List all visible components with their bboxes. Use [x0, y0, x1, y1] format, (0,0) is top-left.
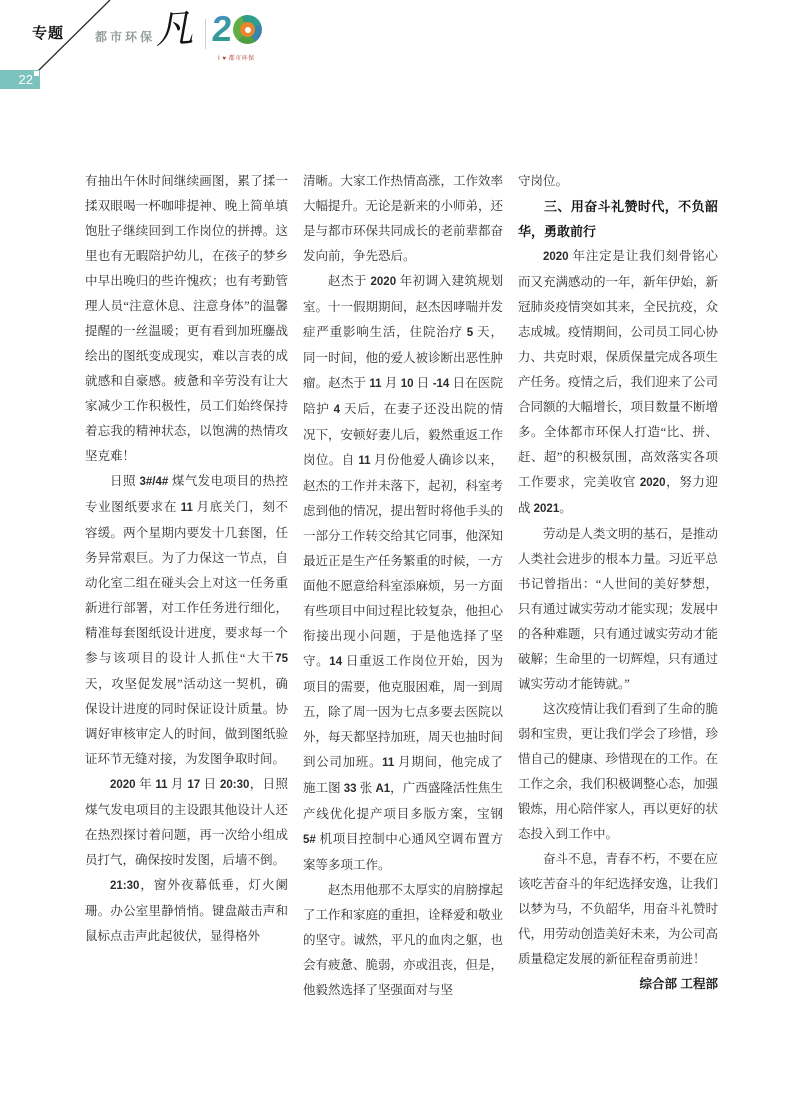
page-number: 22	[18, 72, 33, 87]
article-column-2	[303, 169, 503, 1003]
header-divider	[205, 19, 206, 49]
paragraph: 清晰。大家工作热情高涨，工作效率大幅提升。无论是新来的小师弟，还是与都市环保共同成长的老前辈都奋发向前，争先恐后。	[303, 174, 504, 263]
article-column-3	[518, 169, 718, 997]
paragraph: 21:30，窗外夜幕低垂，灯火阑珊。办公室里静悄悄。键盘敲击声和鼠标点击声此起彼伏，显得格外	[85, 878, 288, 943]
brand-tagline: I ♥ 都市环保	[218, 56, 255, 62]
paragraph: 2020 年 11 月 17 日 20:30，日照煤气发电项目的主设跟其他设计人还在热烈探讨着问题，再一次给小组成员打气，确保按时发图，后墙不倒。	[85, 777, 288, 867]
paragraph: 劳动是人类文明的基石，是推动人类社会进步的根本力量。习近平总书记曾指出：“人世间的美好梦想，只有通过诚实劳动才能实现；发展中的各种难题，只有通过诚实劳动才能破解；生命里的一切辉煌，只有通过诚实劳动才能铸就。”	[518, 527, 719, 691]
logo-digit-2: 2	[210, 8, 234, 49]
paragraph: 赵杰用他那不太厚实的肩膀撑起了工作和家庭的重担，诠释爱和敬业的坚守。诚然，平凡的血肉之躯，也会有疲惫、脆弱，亦或沮丧，但是，他毅然选择了坚强面对与坚	[303, 883, 504, 997]
page-number-tab	[0, 70, 40, 89]
logo-center-dot	[240, 22, 255, 37]
paragraph: 守岗位。	[518, 174, 569, 188]
logo-digit-0-ring	[233, 15, 262, 44]
section-heading: 三、用奋斗礼赞时代，不负韶华，勇敢前行	[518, 199, 718, 239]
page-tab-notch	[34, 71, 39, 76]
paragraph: 这次疫情让我们看到了生命的脆弱和宝贵，更让我们学会了珍惜，珍惜自己的健康、珍惜现在的工作。在工作之余，我们积极调整心态，加强锻炼，用心陪伴家人，再以更好的状态投入到工作中。	[518, 702, 719, 841]
paragraph: 2020 年注定是让我们刻骨铭心而又充满感动的一年，新年伊始，新冠肺炎疫情突如其来，全民抗疫，众志成城。疫情期间，公司员工同心协力、共克时艰，保质保量完成各项生产任务。疫情之后，我们迎来了公司合同额的大幅增长，项目数量不断增多。全体都市环保人打造“比、拼、赶、超”的积极氛围，高效落实各项工作要求，完美收官 2020，努力迎战 2021。	[518, 249, 719, 515]
article-column-1	[85, 169, 288, 949]
paragraph: 有抽出午休时间继续画图，累了揉一揉双眼喝一杯咖啡提神、晚上简单填饱肚子继续回到工作岗位的拼搏。这里也有无暇陪护幼儿，在孩子的梦乡中早出晚归的些许愧疚；也有考勤管理人员“注意休息、注意身体”的温馨提醒的一丝温暖；更有看到加班鏖战绘出的图纸变成现实，难以言表的成就感和自豪感。疲惫和辛劳没有让大家减少工作积极性，员工们始终保持着忘我的精神状态，以饱满的热情攻坚克难！	[85, 174, 288, 463]
paragraph: 日照 3#/4# 煤气发电项目的热控专业图纸要求在 11 月底关门，刻不容缓。两个星期内要发十几套图，任务异常艰巨。为了力保这一节点，自动化室二组在碰头会上对这一任务重新进行部署，对工作任务进行细化，精准每套图纸设计进度，要求每一个参与该项目的设计人抓住“大干75 天，攻坚促发展”活动这一契机，确保设计进度的同时保证设计质量。协调好审核审定人的时间，做到图纸验证环节无缝对接，为发图争取时间。	[85, 474, 288, 766]
byline-signature: 综合部 工程部	[639, 977, 718, 991]
brand-calligraphy-mark: 凡	[153, 7, 195, 53]
anniversary-20-logo	[210, 8, 262, 49]
section-label: 专题	[32, 25, 65, 42]
brand-wordmark: 都市环保	[95, 30, 156, 44]
paragraph: 奋斗不息，青春不朽，不要在应该吃苦奋斗的年纪选择安逸，让我们以梦为马，不负韶华，用奋斗礼赞时代，用劳动创造美好未来，为公司高质量稳定发展的新征程奋勇前进！	[518, 852, 719, 966]
paragraph: 赵杰于 2020 年初调入建筑规划室。十一假期期间，赵杰因哮喘并发症严重影响生活，住院治疗 5 天，同一时间，他的爱人被诊断出恶性肿瘤。赵杰于 11 月 10 日 -14 日在医院陪护 4 天后，在妻子还没出院的情况下，安顿好妻儿后，毅然重返工作岗位。自 11 月份他爱人确诊以来，赵杰的工作并未落下，起初，科室考虑到他的情况，提出暂时将他手头的一部分工作转交给其它同事，他深知最近正是生产任务繁重的时候，一方面他不愿意给科室添麻烦，另一方面有些项目中间过程比较复杂，他担心衔接出现小问题，于是他选择了坚守。14 日重返工作岗位开始，因为项目的需要，他克服困难，周一到周五，除了周一因为七点多要去医院以外，每天都坚持加班，周天也抽时间到公司加班。11 月期间，他完成了施工图 33 张 A1，广西盛隆活性焦生产线优化提产项目多版方案，宝钢 5# 机项目控制中心通风空调布置方案等多项工作。	[303, 274, 504, 872]
